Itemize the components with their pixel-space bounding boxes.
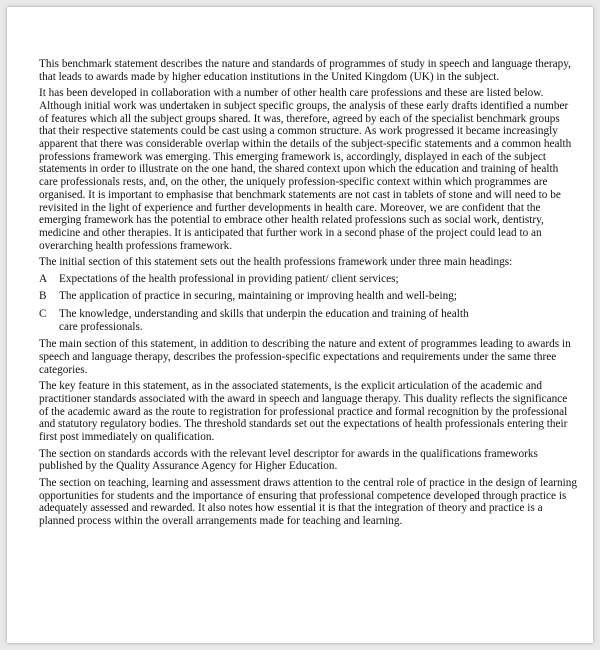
paragraph-key-feature: The key feature in this statement, as in the associated statements, is the explicit articulation of the academic and practitioner standards associated with the award in speech and language therapy. This duality reflects the significance of the academic award as the route to registration for professional practice and formal recognition by the professional and statutory regulatory bodies. The threshold standards set out the expectations of health professionals entering their first post immediately on qualification. [39, 380, 568, 444]
heading-text: The application of practice in securing, maintaining or improving health and well-being; [59, 290, 458, 303]
paragraph-development: It has been developed in collaboration with a number of other health care professions and these are listed below. Although initial work was undertaken in subject specific groups, the analysis of these early drafts identified a number of features which all the subject groups shared. It was, therefore, agreed by each of the specialist benchmark groups that their respective statements could be cast using a common structure. As work progressed it became increasingly apparent that there was considerable overlap within the details of the subject-specific statements and a common health professions framework was emerging. This emerging framework is, accordingly, displayed in each of the subject statements in order to illustrate on the one hand, the shared context upon which the education and training of health care professionals rests, and, on the other, the uniquely profession-specific context within which programmes are organised. It is important to emphasise that benchmark statements are not cast in tablets of stone and will need to be revisited in the light of experience and further developments in health care. Moreover, we are confident that the emerging framework has the potential to embrace other health related professions such as social work, dentistry, medicine and other therapies. It is anticipated that further work in a second phase of the project could lead to an overarching health professions framework. [39, 87, 572, 252]
paragraph-main-section: The main section of this statement, in addition to describing the nature and extent of programmes leading to awards in speech and language therapy, describes the profession-specific expectations and requirements under the same three categories. [39, 338, 571, 376]
paragraph-standards: The section on standards accords with the relevant level descriptor for awards in the qualifications frameworks published by the Quality Assurance Agency for Higher Education. [39, 447, 538, 473]
heading-item-a [39, 273, 577, 286]
heading-text: The knowledge, understanding and skills that underpin the education and training of health care professionals. [59, 308, 469, 333]
document-body [39, 58, 577, 531]
heading-item-c [39, 308, 577, 333]
heading-letter: C [39, 308, 47, 321]
heading-letter: B [39, 290, 47, 303]
paragraph-framework-intro: The initial section of this statement sets out the health professions framework under three main headings: [39, 256, 513, 269]
heading-letter: A [39, 272, 48, 285]
heading-item-b [39, 290, 577, 303]
paragraph-teaching: The section on teaching, learning and assessment draws attention to the central role of practice in the design of learning opportunities for students and the importance of ensuring that professional competence developed through practice is adequately assessed and rewarded. It also notes how essential it is that the integration of theory and practice is a planned process within the overall arrangements made for teaching and learning. [39, 476, 577, 527]
document-page [7, 7, 593, 643]
paragraph-scope: This benchmark statement describes the nature and standards of programmes of study in speech and language therapy, that leads to awards made by higher education institutions in the United Kingdom (UK) in the subject. [39, 58, 571, 83]
heading-text: Expectations of the health professional in providing patient/ client services; [59, 272, 399, 285]
